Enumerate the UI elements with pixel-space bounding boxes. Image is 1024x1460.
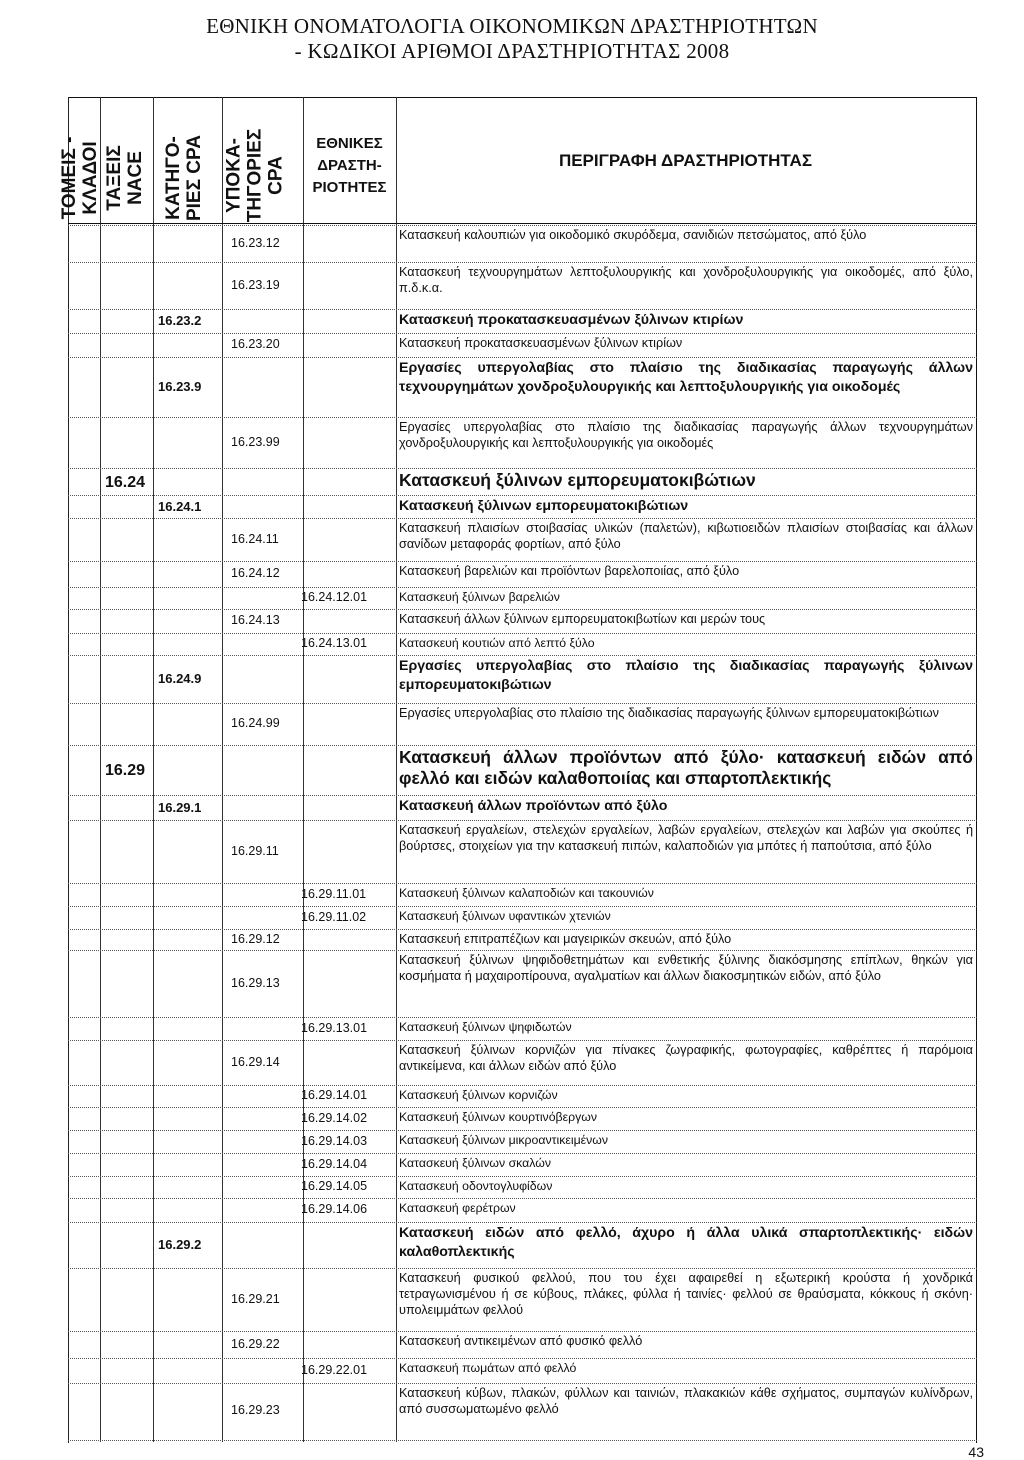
row-description: Κατασκευή φερέτρων [399,1201,516,1215]
row-code: 16.29.14.04 [301,1156,368,1171]
row-description: Κατασκευή πλαισίων στοιβασίας υλικών (παλετών), κιβωτιοειδών πλαισίων στοιβασίας και άλλων σανίδων μεταφοράς φορτίων, από ξύλο [399,521,973,551]
row-description: Κατασκευή ξύλινων κορνιζών για πίνακες ζωγραφικής, φωτογραφίες, καθρέπτες ή παρόμοια αντικείμενα, και άλλων ειδών από ξύλο [399,1043,973,1073]
row-separator [68,333,977,334]
row-code: 16.23.12 [231,235,280,250]
row-separator [68,950,977,951]
row-description: Κατασκευή ξύλινων καλαποδιών και τακουνιών [399,886,654,900]
row-code: 16.29.1 [158,799,202,815]
row-separator [68,745,977,746]
header-separator [68,223,977,224]
row-separator [68,883,977,884]
row-description: Κατασκευή βαρελιών και προϊόντων βαρελοποιίας, από ξύλο [399,564,740,578]
row-code: 16.24.13.01 [301,636,368,650]
row-code: 16.29.14.02 [301,1110,368,1125]
row-description: Κατασκευή αντικειμένων από φυσικό φελλό [399,1334,643,1348]
column-divider [396,97,397,1442]
row-code: 16.29.21 [231,1291,280,1306]
row-description: Κατασκευή επιτραπέζιων και μαγειρικών σκευών, από ξύλο [399,932,732,946]
row-separator [68,468,977,469]
row-separator [68,609,977,610]
row-description: Κατασκευή προκατασκευασμένων ξύλινων κτιρίων [399,336,683,350]
row-separator [68,795,977,796]
row-description: Εργασίες υπεργολαβίας στο πλαίσιο της διαδικασίας παραγωγής ξύλινων εμπορευματοκιβώτιων [399,706,939,720]
row-separator [68,906,977,907]
row-code: 16.23.19 [231,277,280,292]
row-code: 16.24.1 [158,498,202,514]
row-code: 16.24.12 [231,566,280,580]
row-description: Κατασκευή οδοντογλυφίδων [399,1179,553,1193]
row-description: Κατασκευή άλλων προϊόντων από ξύλο [399,798,668,814]
row-code: 16.29.11 [231,843,279,858]
row-description: Κατασκευή πωμάτων από φελλό [399,1361,577,1375]
row-code: 16.29.14.06 [301,1202,368,1216]
row-description: Κατασκευή ξύλινων κορνιζών [399,1088,558,1102]
row-description: Κατασκευή ξύλινων εμπορευματοκιβώτιων [399,470,756,490]
row-code: 16.23.9 [158,379,202,394]
row-separator [68,262,977,263]
column-divider [153,97,154,1442]
row-separator [68,357,977,358]
row-description: Κατασκευή ξύλινων ψηφιδοθετημάτων και ενθετικής ξύλινης διακόσμησης επίπλων, θηκών για κοσμήματα ή μαχαιροπίρουνα, αγαλματίων και άλλων διακοσμητικών ειδών, από ξύλο [399,953,973,983]
row-code: 16.23.20 [231,337,280,351]
row-separator [68,587,977,588]
row-description: Κατασκευή ξύλινων κουρτινόβεργων [399,1110,597,1124]
header-national-activities: ΕΘΝΙΚΕΣ ΔΡΑΣΤΗ- ΡΙΟΤΗΤΕΣ [312,135,387,196]
row-separator [68,1198,977,1199]
row-code: 16.24.12.01 [301,590,368,604]
row-description: Κατασκευή άλλων προϊόντων από ξύλο· κατασκευή ειδών από φελλό και ειδών καλαθοποιίας και σπαρτοπλεκτικής [399,747,973,788]
row-separator [68,1383,977,1384]
row-code: 16.29.13.01 [301,1020,368,1035]
row-separator [68,655,977,656]
page-number: 43 [968,1444,984,1460]
row-code: 16.24 [105,473,146,491]
header-categories-cpa: ΚΑΤΗΓΟ- ΡΙΕΣ CPA [163,135,205,222]
row-code: 16.29.22.01 [301,1362,368,1377]
row-code: 16.24.9 [158,671,202,686]
column-divider [222,97,223,1442]
row-separator [68,495,977,496]
row-separator [68,1130,977,1131]
row-code: 16.29.14.05 [301,1179,368,1193]
row-description: Εργασίες υπεργολαβίας στο πλαίσιο της διαδικασίας παραγωγής άλλων τεχνουργημάτων χονδροξυλουργικής και λεπτοξυλουργικής για οικοδομές [399,360,973,395]
row-separator [68,1331,977,1332]
header-activity-description: ΠΕΡΙΓΡΑΦΗ ΔΡΑΣΤΗΡΙΟΤΗΤΑΣ [558,151,813,170]
row-code: 16.23.99 [231,434,280,449]
row-description: Εργασίες υπεργολαβίας στο πλαίσιο της διαδικασίας παραγωγής ξύλινων εμπορευματοκιβώτιων [399,658,973,693]
row-description: Κατασκευή κουτιών από λεπτό ξύλο [399,636,595,650]
row-description: Κατασκευή ξύλινων εμπορευματοκιβώτιων [399,498,689,514]
row-code: 16.29.14.03 [301,1133,368,1148]
row-separator [68,225,977,226]
row-separator [68,561,977,562]
row-description: Κατασκευή ξύλινων σκαλών [399,1156,551,1170]
row-description: Κατασκευή καλουπιών για οικοδομικό σκυρόδεμα, σανιδιών πετσώματος, από ξύλο [399,228,867,242]
document-title-line2: - ΚΩΔΙΚΟΙ ΑΡΙΘΜΟΙ ΔΡΑΣΤΗΡΙΟΤΗΤΑΣ 2008 [294,39,730,63]
row-code: 16.24.11 [231,531,279,546]
header-subcategories-cpa: ΥΠΟΚΑ- ΤΗΓΟΡΙΕΣ CPA [223,128,287,223]
row-description: Κατασκευή προκατασκευασμένων ξύλινων κτιρίων [399,312,744,328]
row-separator [68,1176,977,1177]
row-separator [68,518,977,519]
row-separator [68,309,977,310]
row-separator [68,633,977,634]
row-code: 16.23.2 [158,313,202,328]
row-description: Κατασκευή ξύλινων μικροαντικειμένων [399,1133,609,1147]
row-code: 16.29.12 [231,931,280,946]
row-code: 16.29.14 [231,1054,280,1069]
row-description: Κατασκευή ξύλινων βαρελιών [399,590,560,604]
row-separator [68,1268,977,1269]
column-divider [100,97,101,1442]
row-code: 16.29.11.01 [301,886,367,901]
row-separator [68,1107,977,1108]
row-description: Κατασκευή ξύλινων ψηφιδωτών [399,1020,572,1034]
row-separator [68,1222,977,1223]
row-separator [68,1040,977,1041]
row-description: Κατασκευή ειδών από φελλό, άχυρο ή άλλα υλικά σπαρτοπλεκτικής· ειδών καλαθοπλεκτικής [399,1225,973,1260]
row-code: 16.24.99 [231,716,280,730]
row-code: 16.29.23 [231,1402,280,1417]
row-separator [68,1440,977,1441]
row-separator [68,929,977,930]
row-description: Κατασκευή κύβων, πλακών, φύλλων και ταινιών, πλακακιών κάθε σχήματος, συμπαγών κυλίνδρων, από συσσωματωμένο φελλό [399,1386,973,1416]
header-classes-nace: ΤΑΞΕΙΣ NACE [104,145,146,211]
row-separator [68,820,977,821]
row-description: Εργασίες υπεργολαβίας στο πλαίσιο της διαδικασίας παραγωγής άλλων τεχνουργημάτων χονδροξυλουργικής και λεπτοξυλουργικής για οικοδομές [399,420,973,450]
row-code: 16.29 [105,762,146,779]
row-code: 16.29.14.01 [301,1088,368,1102]
document-title-line1: ΕΘΝΙΚΗ ΟΝΟΜΑΤΟΛΟΓΙΑ ΟΙΚΟΝΟΜΙΚΩΝ ΔΡΑΣΤΗΡΙΟΤΗΤΩΝ [206,14,818,38]
row-description: Κατασκευή φυσικού φελλού, που του έχει αφαιρεθεί η εξωτερική κρούστα ή χονδρικά τετραγωνισμένου ή σε κύβους, πλάκες, φύλλα ή ταινίες· φελλού σε θραύσματα, κόκκους ή σκόνη· υπολειμμάτων φελλού [399,1271,973,1317]
row-code: 16.24.13 [231,613,280,627]
row-separator [68,1017,977,1018]
row-description: Κατασκευή εργαλείων, στελεχών εργαλείων, λαβών εργαλείων, στελεχών και λαβών για σκούπες ή βούρτσες, στοιχείων για την κατασκευή πιπών, καλαποδιών για μπότες ή παπούτσια, από ξύλο [399,823,973,853]
row-separator [68,417,977,418]
row-code: 16.29.22 [231,1336,280,1351]
header-sectors: ΤΟΜΕΙΣ - ΚΛΑΔΟΙ [59,136,101,220]
row-code: 16.29.13 [231,975,280,990]
row-description: Κατασκευή τεχνουργημάτων λεπτοξυλουργικής και χονδροξυλουργικής για οικοδομές, από ξύλο, π.δ.κ.α. [399,265,973,295]
row-separator [68,1153,977,1154]
row-code: 16.29.2 [158,1237,202,1252]
row-separator [68,703,977,704]
column-divider [303,97,304,1442]
row-description: Κατασκευή άλλων ξύλινων εμπορευματοκιβωτίων και μερών τους [399,612,766,626]
row-code: 16.29.11.02 [301,909,367,924]
row-separator [68,1085,977,1086]
row-description: Κατασκευή ξύλινων υφαντικών χτενιών [399,909,611,923]
row-separator [68,1358,977,1359]
